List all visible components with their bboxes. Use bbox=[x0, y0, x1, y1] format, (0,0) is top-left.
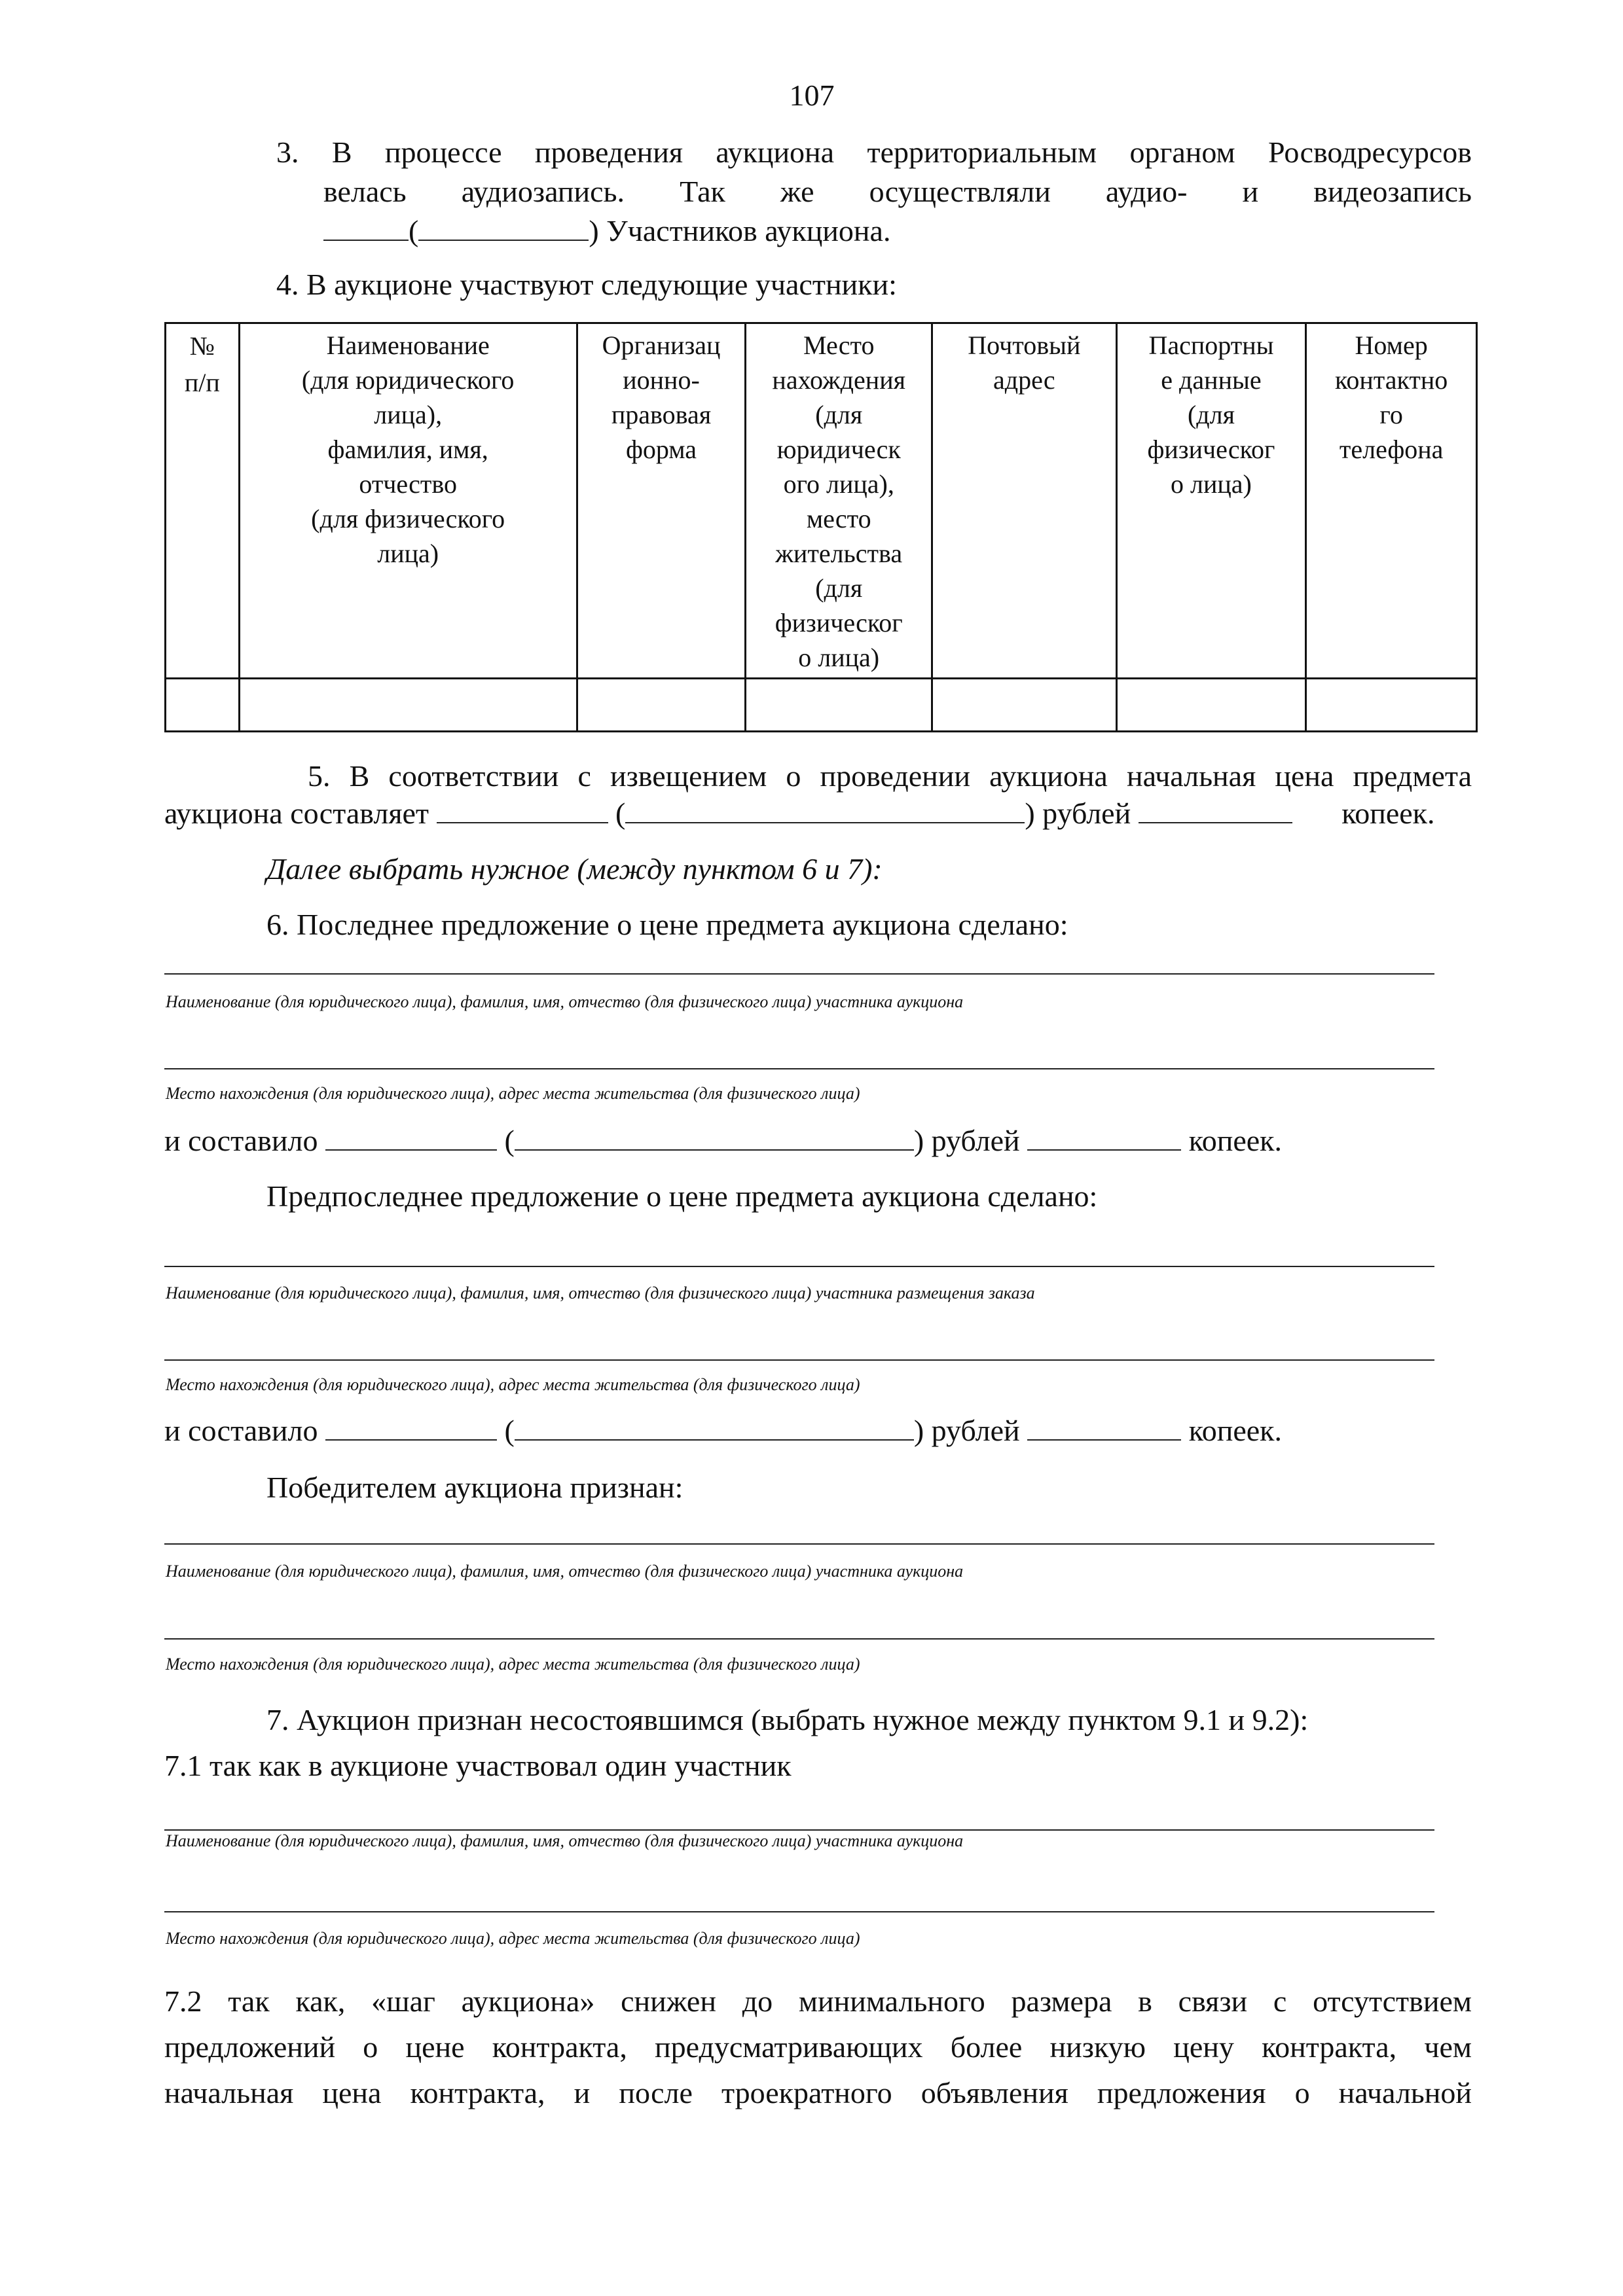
penultimate-title: Предпоследнее предложение о цене предмета аукциона сделано: bbox=[266, 1179, 1098, 1213]
blank-line[interactable] bbox=[164, 1911, 1434, 1912]
table-cell[interactable] bbox=[239, 679, 577, 732]
blank-line[interactable] bbox=[164, 1638, 1434, 1640]
caption-name: Наименование (для юридического лица), фамилия, имя, отчество (для физического лица) участника аукциона bbox=[166, 992, 964, 1011]
item3-line3: ( ) Участников аукциона. bbox=[323, 213, 890, 249]
item5-line1: 5. В соответствии с извещением о проведении аукциона начальная цена предмета bbox=[308, 759, 1472, 793]
amount-number-field[interactable] bbox=[325, 1124, 497, 1151]
item3-tail: Участников аукциона. bbox=[606, 214, 891, 247]
winner-title: Победителем аукциона признан: bbox=[266, 1471, 684, 1504]
col-header-legal-form: Организац ионно- правовая форма bbox=[577, 323, 746, 679]
table-cell[interactable] bbox=[1116, 679, 1306, 732]
item4-title: 4. В аукционе участвуют следующие участники: bbox=[276, 268, 897, 301]
price-number-field[interactable] bbox=[437, 797, 608, 823]
item6-title: 6. Последнее предложение о цене предмета аукциона сделано: bbox=[266, 908, 1068, 941]
table-cell[interactable] bbox=[577, 679, 746, 732]
caption-address: Место нахождения (для юридического лица), адрес места жительства (для физического лица) bbox=[166, 1084, 860, 1103]
blank-field[interactable] bbox=[323, 215, 409, 241]
choose-note: Далее выбрать нужное (между пунктом 6 и 7): bbox=[266, 852, 883, 886]
table-cell[interactable] bbox=[166, 679, 240, 732]
participants-table bbox=[164, 322, 1478, 732]
caption-name: Наименование (для юридического лица), фамилия, имя, отчество (для физического лица) участника аукциона bbox=[166, 1831, 964, 1850]
blank-field[interactable] bbox=[418, 215, 589, 241]
amount-number-field[interactable] bbox=[325, 1414, 497, 1441]
caption-name: Наименование (для юридического лица), фамилия, имя, отчество (для физического лица) участника аукциона bbox=[166, 1562, 964, 1581]
item7-sub2-line3: начальная цена контракта, и после троекратного объявления предложения о начальной bbox=[164, 2076, 1472, 2109]
item5-line2: аукциона составляет ( ) рублей копеек. bbox=[164, 797, 1435, 830]
blank-line[interactable] bbox=[164, 1266, 1434, 1267]
page-number: 107 bbox=[789, 79, 835, 112]
col-header-passport: Паспортны е данные (для физическог о лица) bbox=[1116, 323, 1306, 679]
kopecks-field[interactable] bbox=[1027, 1124, 1181, 1151]
table-cell[interactable] bbox=[932, 679, 1117, 732]
table-row bbox=[166, 679, 1477, 732]
table-cell[interactable] bbox=[746, 679, 932, 732]
amount-words-field[interactable] bbox=[515, 1414, 914, 1441]
blank-line[interactable] bbox=[164, 1068, 1434, 1069]
item7-sub2-line1: 7.2 так как, «шаг аукциона» снижен до минимального размера в связи с отсутствием bbox=[164, 1984, 1472, 2018]
penultimate-amount: и составило ( ) рублей копеек. bbox=[164, 1414, 1282, 1447]
item7-title: 7. Аукцион признан несостоявшимся (выбрать нужное между пунктом 9.1 и 9.2): bbox=[266, 1703, 1309, 1736]
caption-name: Наименование (для юридического лица), фамилия, имя, отчество (для физического лица) участника размещения заказа bbox=[166, 1283, 1035, 1302]
col-header-postal-address: Почтовый адрес bbox=[932, 323, 1117, 679]
kopecks-field[interactable] bbox=[1027, 1414, 1181, 1441]
table-cell[interactable] bbox=[1306, 679, 1477, 732]
amount-words-field[interactable] bbox=[515, 1124, 914, 1151]
col-header-location: Место нахождения (для юридическ ого лица), место жительства (для физическог о лица) bbox=[746, 323, 932, 679]
blank-line[interactable] bbox=[164, 1543, 1434, 1545]
caption-address: Место нахождения (для юридического лица), адрес места жительства (для физического лица) bbox=[166, 1929, 860, 1948]
caption-address: Место нахождения (для юридического лица), адрес места жительства (для физического лица) bbox=[166, 1655, 860, 1674]
item3-line1: 3. В процессе проведения аукциона территориальным органом Росводресурсов bbox=[276, 135, 1472, 169]
col-header-number: № п/п bbox=[166, 323, 240, 679]
item7-sub1: 7.1 так как в аукционе участвовал один участник bbox=[164, 1749, 792, 1782]
blank-line[interactable] bbox=[164, 973, 1434, 975]
item3-line2: велась аудиозапись. Так же осуществляли аудио- и видеозапись bbox=[323, 175, 1472, 208]
kopecks-field[interactable] bbox=[1139, 797, 1292, 823]
col-header-phone: Номер контактно го телефона bbox=[1306, 323, 1477, 679]
caption-address: Место нахождения (для юридического лица), адрес места жительства (для физического лица) bbox=[166, 1375, 860, 1394]
price-words-field[interactable] bbox=[625, 797, 1025, 823]
blank-line[interactable] bbox=[164, 1359, 1434, 1361]
item7-sub2-line2: предложений о цене контракта, предусматривающих более низкую цену контракта, чем bbox=[164, 2030, 1472, 2064]
col-header-name: Наименование (для юридического лица), фамилия, имя, отчество (для физического лица) bbox=[239, 323, 577, 679]
item6-amount: и составило ( ) рублей копеек. bbox=[164, 1124, 1282, 1157]
